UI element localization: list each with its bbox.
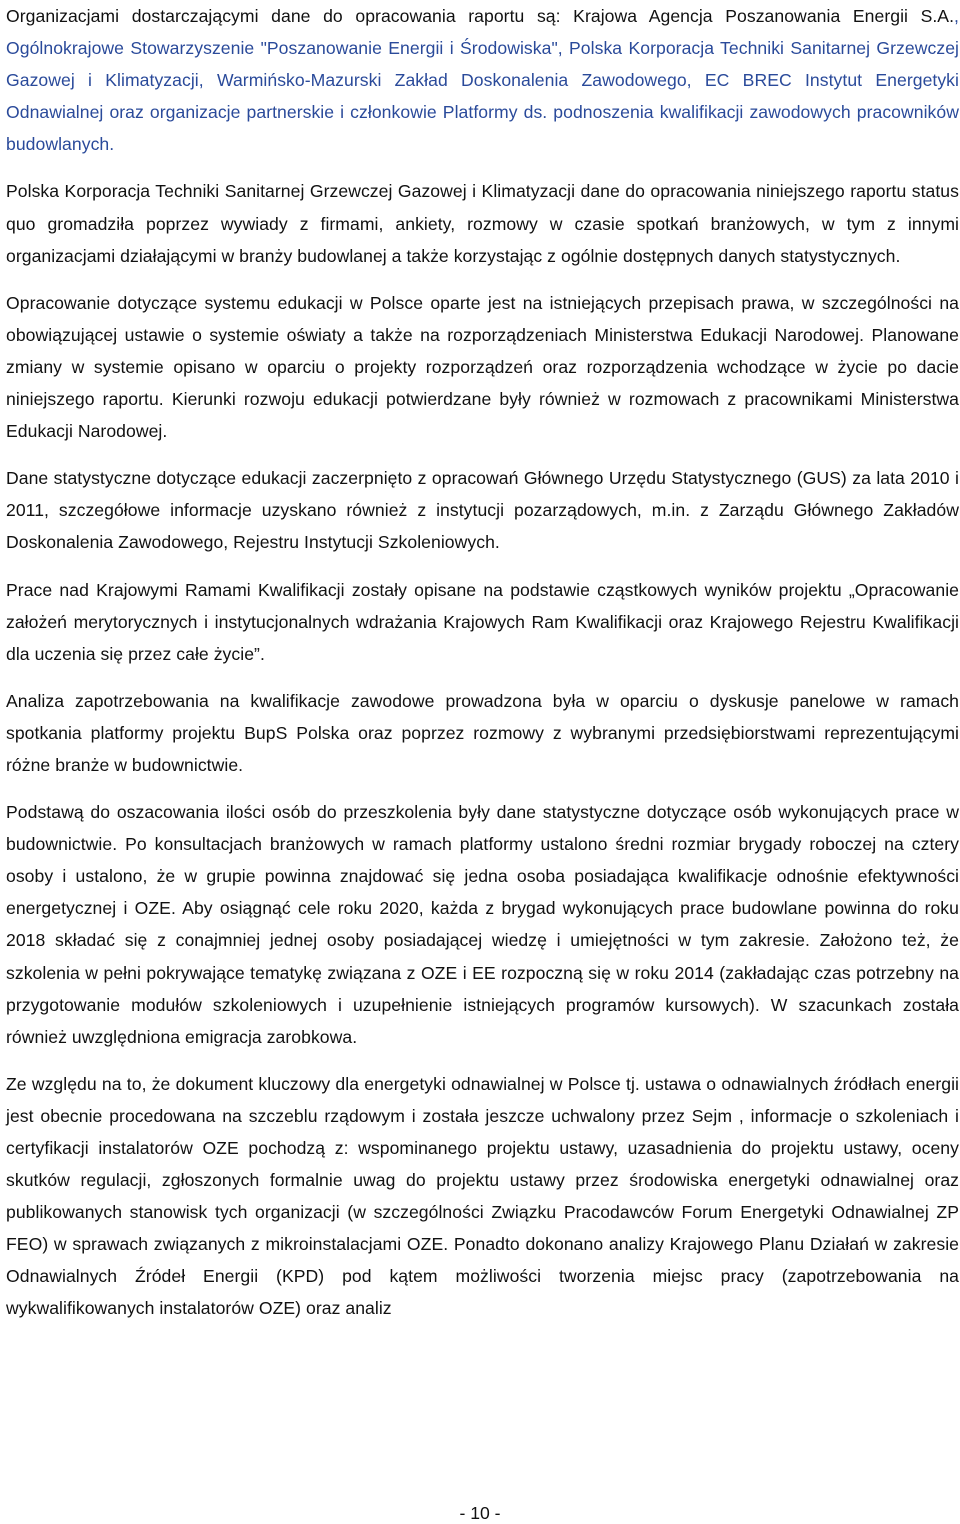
paragraph-renewable-energy-act (6, 1068, 959, 1325)
paragraph-training-estimate (6, 796, 959, 1053)
paragraph-data-providers (6, 0, 959, 160)
document-page (6, 0, 959, 1325)
paragraph-segment: Opracowanie dotyczące systemu edukacji w Polsce oparte jest na istniejących przepisach prawa, w szczególności na obowiązującej ustawie o systemie oświaty a także na rozporządzeniach Ministerstwa Edukacji Narodowej. Planowane zmiany w systemie opisano w oparciu o projekty rozporządzeń oraz rozporządzenia wchodzące w życie po dacie niniejszego raportu. Kierunki rozwoju edukacji potwierdzane były również w rozmowach z pracownikami Ministerstwa Edukacji Narodowej. (6, 292, 959, 442)
paragraph-segment-highlighted: , Ogólnokrajowe Stowarzyszenie "Poszanowanie Energii i Środowiska", Polska Korporacja Techniki Sanitarnej Grzewczej Gazowej i Klimatyzacji, Warmińsko-Mazurski Zakład Doskonalenia Zawodowego, EC BREC Instytut Energetyki Odnawialnej oraz organizacje partnerskie i członkowie Platformy ds. podnoszenia kwalifikacji zawodowych pracowników budowlanych. (6, 6, 959, 155)
paragraph-segment: Podstawą do oszacowania ilości osób do przeszkolenia były dane statystyczne dotyczące osób wykonujących prace w budownictwie. Po konsultacjach branżowych w ramach platformy ustalono średni rozmiar brygady roboczej na cztery osoby i ustalono, że w grupie powinna znajdować się jedna osoba posiadająca kwalifikacje odnośnie efektywności energetycznej i OZE. Aby osiągnąć cele roku 2020, każda z brygad wykonujących prace budowlane powinna do roku 2018 składać się z conajmniej jednej osoby posiadającej wiedzę i umiejętności w tym zakresie. Założono też, że szkolenia w pełni pokrywające tematykę związana z OZE i EE rozpoczną się w roku 2014 (zakładając czas potrzebny na przygotowanie modułów szkoleniowych i uzupełnienie istniejących programów kursowych). W szacunkach została również uwzględniona emigracja zarobkowa. (6, 802, 959, 1047)
page-number: - 10 - (459, 1503, 501, 1523)
paragraph-segment: Polska Korporacja Techniki Sanitarnej Grzewczej Gazowej i Klimatyzacji dane do opracowania niniejszego raportu status quo gromadziła poprzez wywiady z firmami, ankiety, rozmowy w czasie spotkań branżowych, w tym z innymi organizacjami działającymi w branży budowlanej a także korzystając z ogólnie dostępnych danych statystycznych. (6, 181, 959, 266)
paragraph-education-system (6, 287, 959, 447)
paragraph-segment: Ze względu na to, że dokument kluczowy dla energetyki odnawialnej w Polsce tj. ustawa o odnawialnych źródłach energii jest obecnie procedowana na szczeblu rządowym i została jeszcze uchwalony przez Sejm , informacje o szkoleniach i certyfikacji instalatorów OZE pochodzą z: wspominanego projektu ustawy, uzasadnienia do projektu ustawy, oceny skutków regulacji, zgłoszonych formalnie uwag do projektu ustawy przez środowiska energetyki odnawialnej oraz publikowanych stanowisk tych organizacji (w szczególności Związku Pracodawców Forum Energetyki Odnawialnej ZP FEO) w sprawach związanych z mikroinstalacjami OZE. Ponadto dokonano analizy Krajowego Planu Działań w zakresie Odnawialnych Źródeł Energii (KPD) pod kątem możliwości tworzenia miejsc pracy (zapotrzebowania na wykwalifikowanych instalatorów OZE) oraz analiz (6, 1073, 959, 1319)
paragraph-segment: Organizacjami dostarczającymi dane do opracowania raportu są: Krajowa Agencja Poszanowania Energii S.A. (6, 6, 955, 26)
paragraph-demand-analysis (6, 685, 959, 781)
paragraph-segment: Prace nad Krajowymi Ramami Kwalifikacji zostały opisane na podstawie cząstkowych wyników projektu „Opracowanie założeń merytorycznych i instytucjonalnych wdrażania Krajowych Ram Kwalifikacji oraz Krajowego Rejestru Kwalifikacji dla uczenia się przez całe życie”. (6, 579, 959, 664)
paragraph-statistical-data (6, 462, 959, 558)
paragraph-status-quo-collection (6, 175, 959, 271)
paragraph-segment: Analiza zapotrzebowania na kwalifikacje zawodowe prowadzona była w oparciu o dyskusje panelowe w ramach spotkania platformy projektu BupS Polska oraz poprzez rozmowy z wybranymi przedsiębiorstwami reprezentującymi różne branże w budownictwie. (6, 690, 959, 775)
paragraph-segment: Dane statystyczne dotyczące edukacji zaczerpnięto z opracowań Głównego Urzędu Statystycznego (GUS) za lata 2010 i 2011, szczegółowe informacje uzyskano również z instytucji pozarządowych, m.in. z Zarządu Głównego Zakładów Doskonalenia Zawodowego, Rejestru Instytucji Szkoleniowych. (6, 468, 959, 553)
paragraph-qualifications-framework (6, 574, 959, 670)
